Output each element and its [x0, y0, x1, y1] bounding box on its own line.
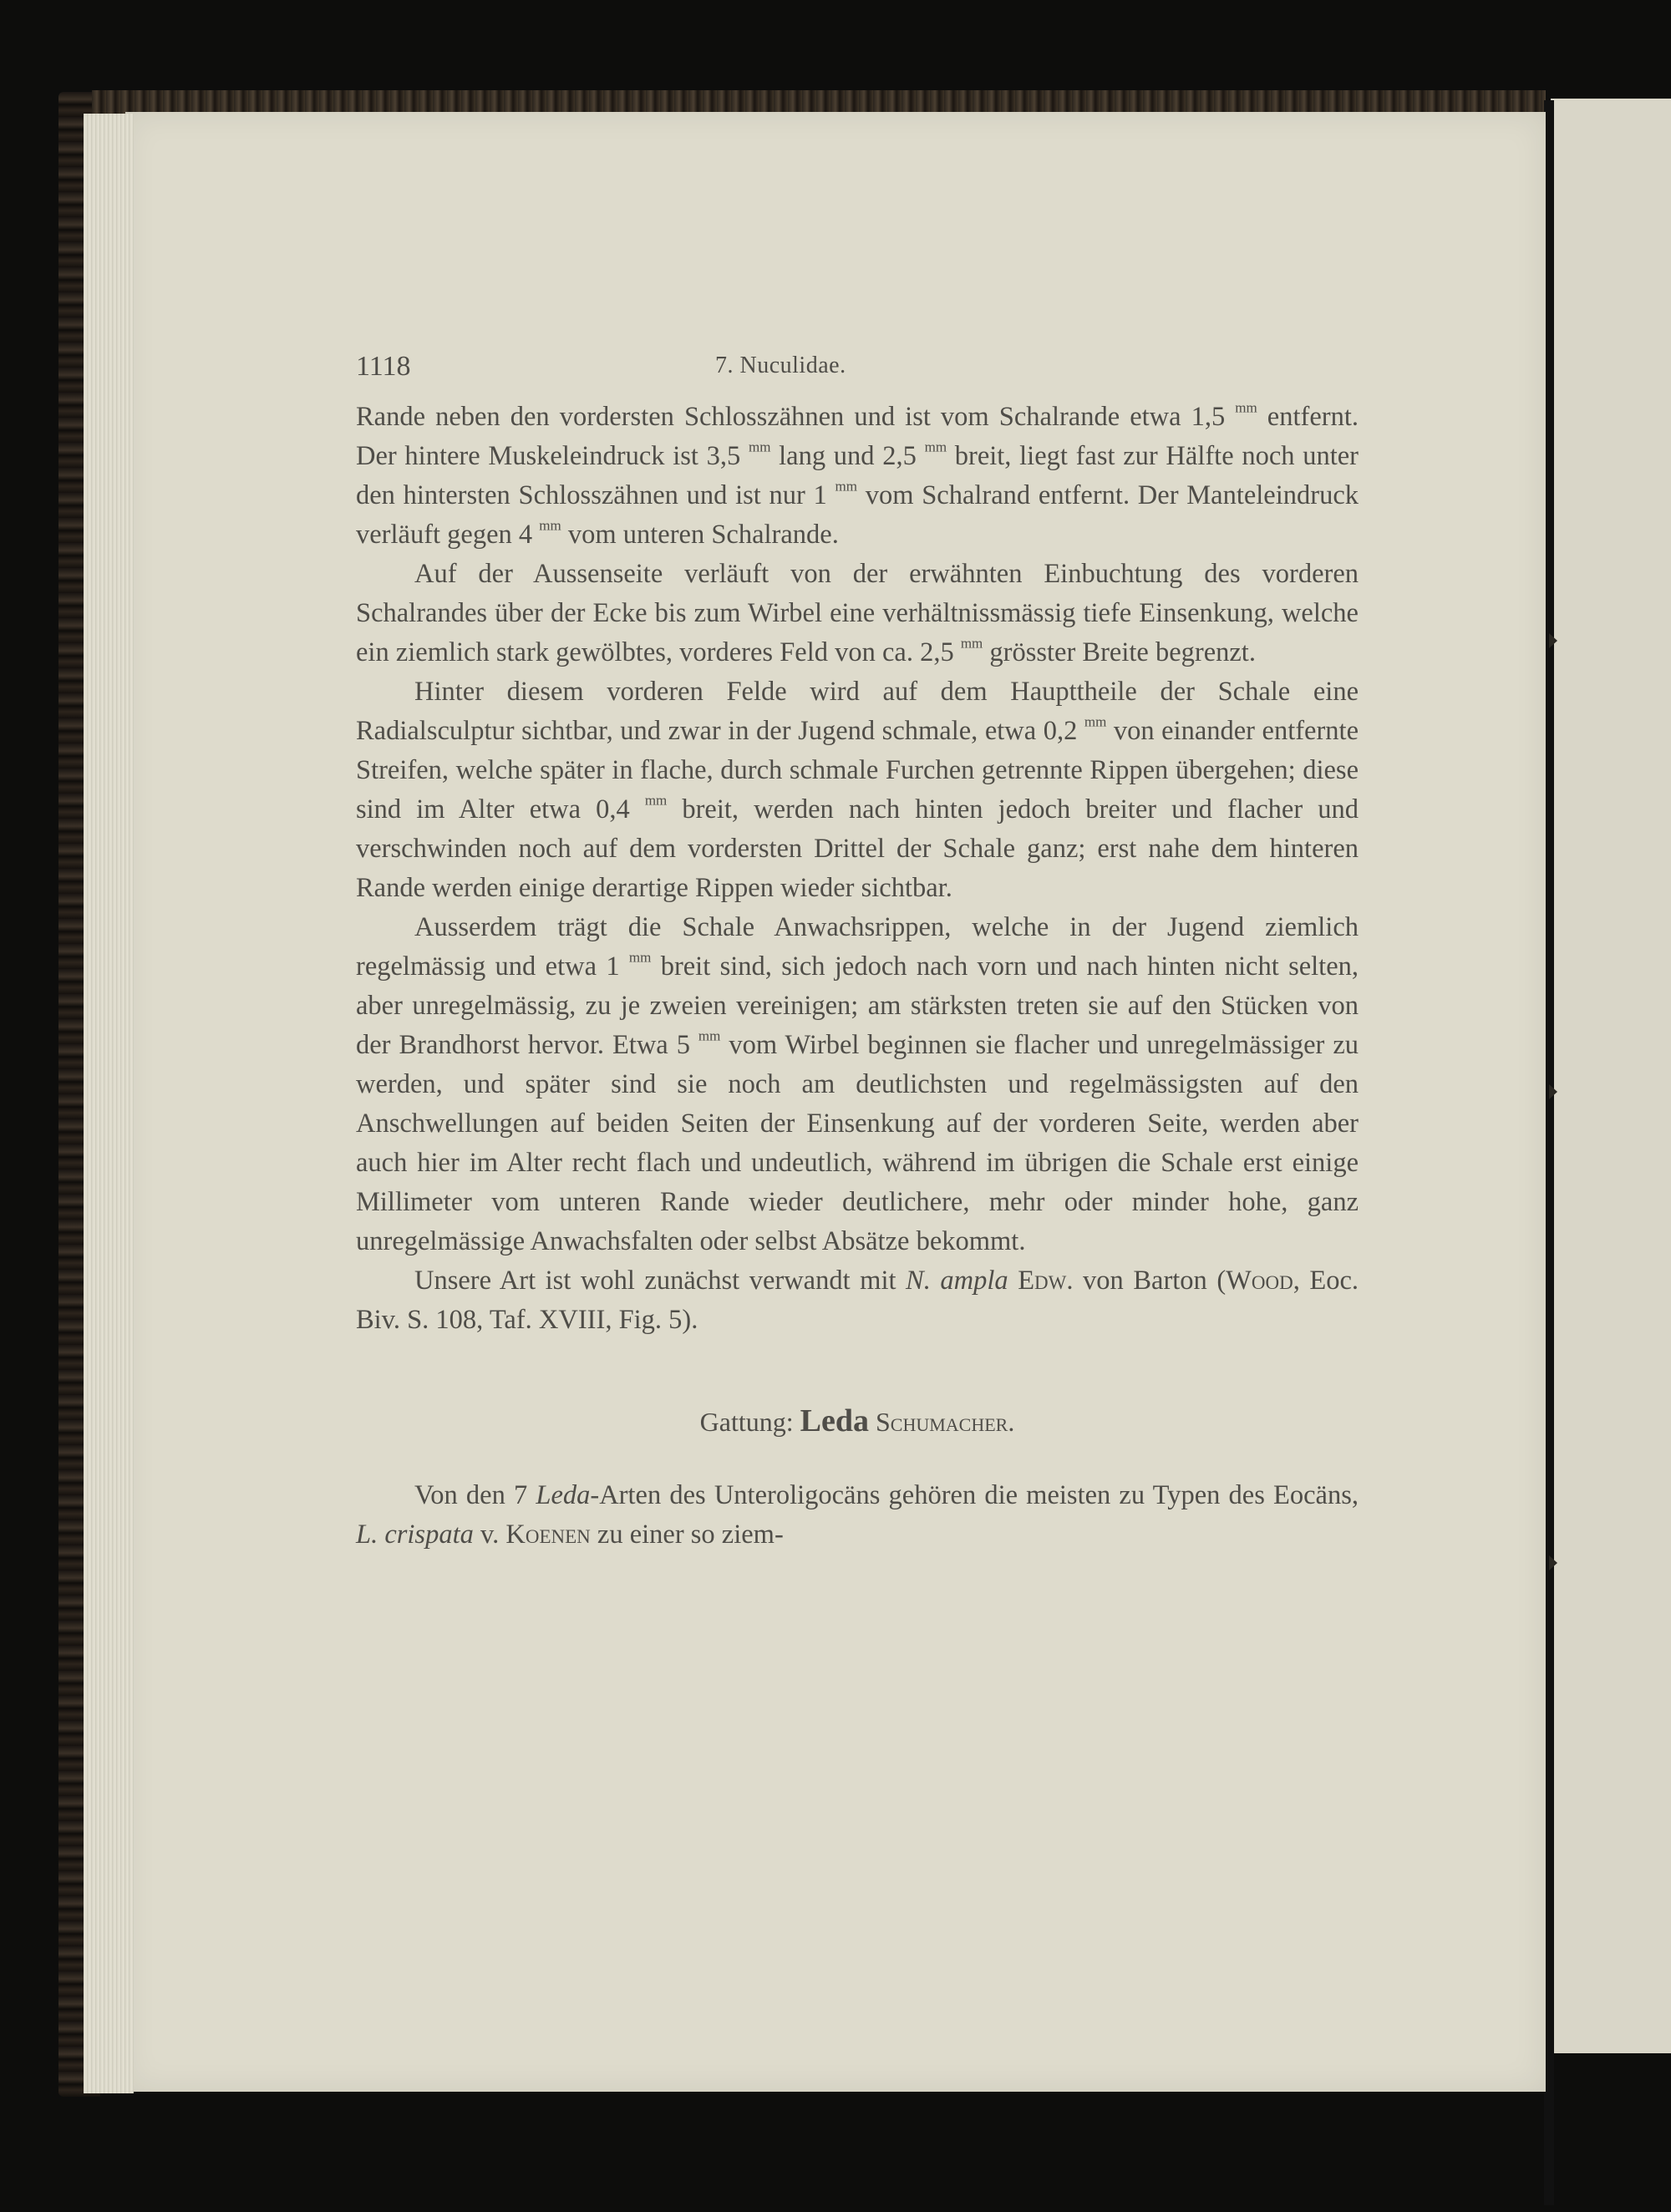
page-stack-edges — [84, 114, 134, 2093]
facing-page-edge — [1551, 99, 1671, 2053]
paragraph: Ausserdem trägt die Schale Anwachsrippen, welche in der Jugend ziemlich regelmässig und etwa 1 $^{mm}$ breit sind, sich jedoch nach vorn und nach hinten nicht selten, aber unregelmässig, zu je zweien vereinigen; am stärksten treten sie auf den Stücken von der Brandhorst hervor. Etwa 5 $^{mm}$ vom Wirbel beginnen sie flacher und unregelmässiger zu werden, und später sind sie noch am deutlichsten und regelmässigsten auf den Anschwellungen auf beiden Seiten der Einsenkung auf der vorderen Seite, werden aber auch hier im Alter recht flach und undeutlich, während im übrigen die Schale erst einige Millimeter vom unteren Rande wieder deutlichere, mehr oder minder hohe, ganz unregelmässige Anwachsfalten oder selbst Absätze bekommt. — [356, 912, 1359, 1256]
unit-superscript: mm — [749, 439, 771, 455]
text-block — [356, 351, 1359, 1555]
italic-text: N. ampla — [906, 1266, 1008, 1296]
page-number: 1118 — [356, 351, 411, 382]
running-head-title: 7. Nuculidae. — [715, 353, 846, 378]
unit-superscript: mm — [539, 517, 561, 534]
running-head — [356, 351, 1359, 398]
paragraph: Unsere Art ist wohl zunächst verwandt mit N. ampla Edw. von Barton (Wood, Eoc. Biv. S. 108, Taf. XVIII, Fig. 5). — [356, 1266, 1359, 1335]
right-margin-marker — [1549, 1084, 1557, 1099]
author-name: Koenen — [505, 1519, 591, 1550]
paragraph: Hinter diesem vorderen Felde wird auf dem Haupttheile der Schale eine Radialsculptur sichtbar, und zwar in der Jugend schmale, etwa 0,2 $^{mm}$ von einander entfernte Streifen, welche später in flache, durch schmale Furchen getrennte Rippen übergehen; diese sind im Alter etwa 0,4 $^{mm}$ breit, werden nach hinten jedoch breiter und flacher und verschwinden noch auf dem vordersten Drittel der Schale ganz; erst nahe dem hinteren Rande werden einige derartige Rippen wieder sichtbar. — [356, 677, 1359, 903]
italic-text: L. crispata — [356, 1519, 474, 1550]
unit-superscript: mm — [1084, 713, 1107, 730]
unit-superscript: mm — [1235, 399, 1257, 416]
right-margin-marker — [1549, 633, 1557, 648]
right-margin-marker — [1549, 1555, 1557, 1570]
heading-prefix: Gattung: — [699, 1407, 794, 1437]
unit-superscript: mm — [835, 478, 857, 495]
genus-name: Leda — [800, 1403, 869, 1438]
unit-superscript: mm — [924, 439, 947, 455]
author-name: Wood — [1226, 1266, 1293, 1296]
paragraph: Auf der Aussenseite verläuft von der erwähnten Einbuchtung des vorderen Schalrandes über der Ecke bis zum Wirbel eine verhältnissmässig tiefe Einsenkung, welche ein ziemlich stark gewölbtes, vorderes Feld von ca. 2,5 $^{mm}$ grösster Breite begrenzt. — [356, 559, 1359, 667]
paragraph: Von den 7 Leda-Arten des Unteroligocäns gehören die meisten zu Typen des Eocäns, L. crispata v. Koenen zu einer so ziem- — [356, 1480, 1359, 1550]
genus-author: Schumacher. — [875, 1407, 1015, 1437]
italic-text: Leda — [536, 1480, 591, 1510]
paragraph: Rande neben den vordersten Schlosszähnen und ist vom Schalrande etwa 1,5 $^{mm}$ entfernt. Der hintere Muskeleindruck ist 3,5 $^{mm}$ lang und 2,5 $^{mm}$ breit, liegt fast zur Hälfte noch unter den hintersten Schlosszähnen und ist nur 1 $^{mm}$ vom Schalrand entfernt. Der Manteleindruck verläuft gegen 4 $^{mm}$ vom unteren Schalrande. — [356, 399, 1359, 550]
unit-superscript: mm — [960, 635, 983, 652]
author-name: Edw. — [1018, 1266, 1074, 1296]
unit-superscript: mm — [698, 1027, 721, 1044]
unit-superscript: mm — [628, 949, 652, 966]
section-heading — [356, 1403, 1359, 1439]
unit-superscript: mm — [644, 792, 668, 809]
